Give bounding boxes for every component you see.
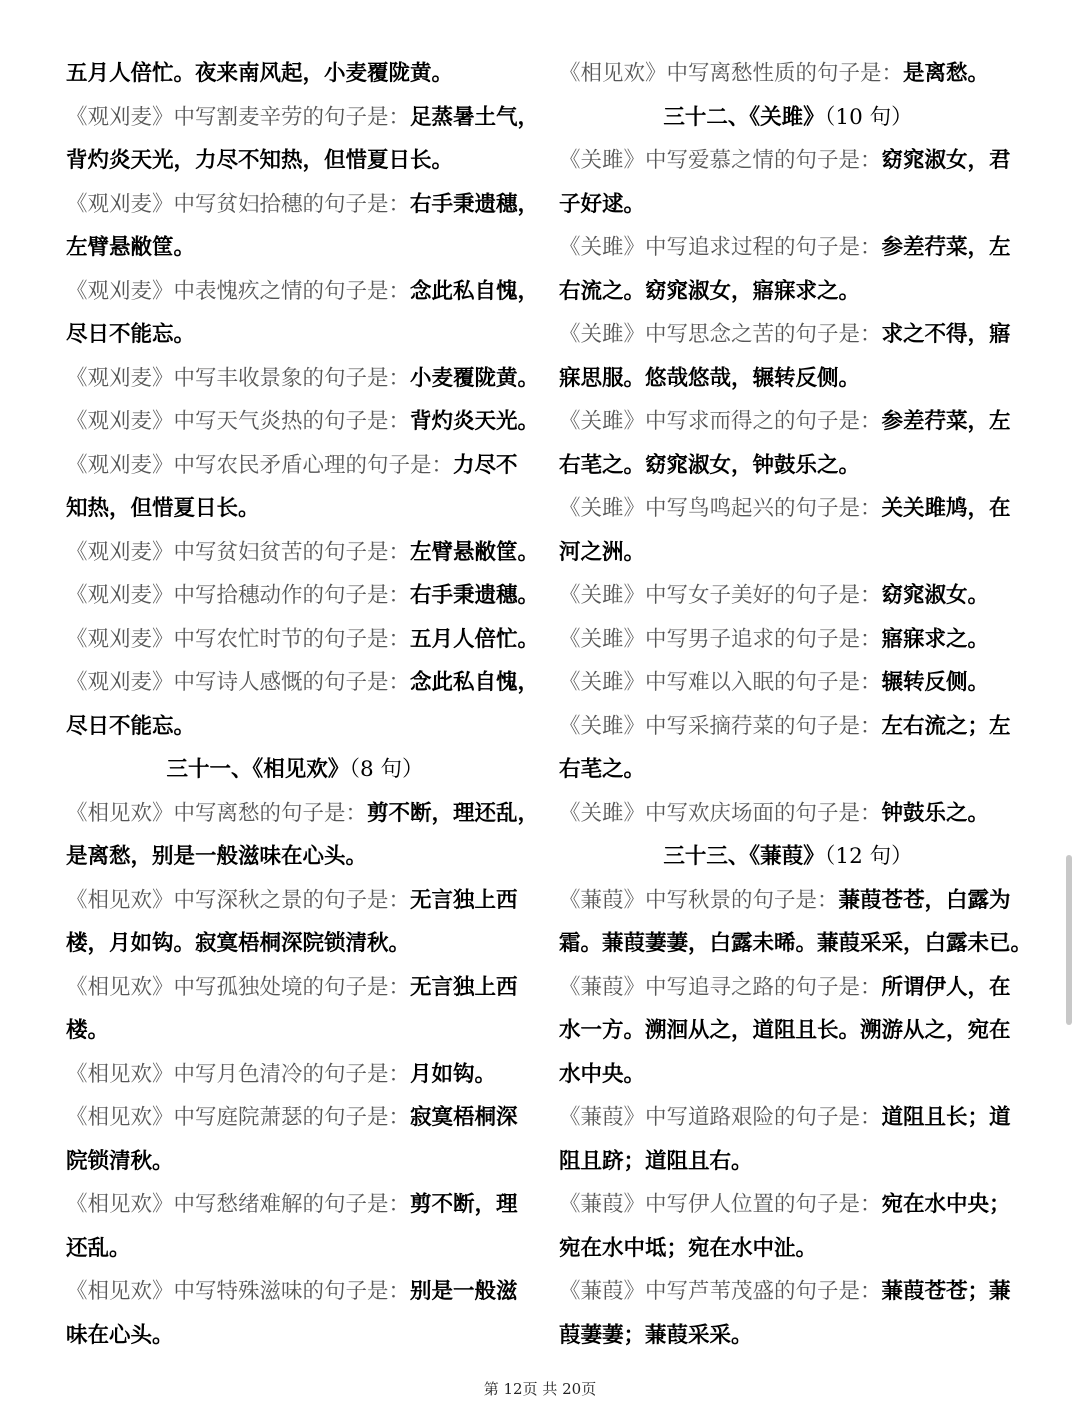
answer-text: 左臂悬敝筐。 (66, 235, 196, 260)
text-line (559, 1140, 1017, 1184)
answer-text: 参差荇菜，左 (881, 409, 1011, 434)
answer-text: 水一方。溯洄从之，道阻且长。溯游从之，宛在 (559, 1018, 1011, 1043)
answer-text: 阻且跻；道阻且右。 (559, 1148, 753, 1174)
text-line (66, 1053, 524, 1097)
answer-text: 水中央。 (559, 1061, 646, 1087)
text-line (66, 1009, 524, 1053)
text-line (559, 270, 1017, 314)
text-line (66, 1314, 524, 1358)
answer-text: 窈窕淑女，君 (881, 148, 1011, 173)
answer-text: 院锁清秋。 (66, 1148, 174, 1174)
answer-text: 子好逑。 (559, 191, 646, 217)
section-heading-title: 三十三、《蒹葭》 (663, 844, 825, 869)
text-line (66, 1096, 524, 1140)
text-line (66, 1140, 524, 1184)
answer-text: 月如钩。 (410, 1061, 497, 1087)
text-line (66, 1227, 524, 1271)
answer-text: 尽日不能忘。 (66, 322, 196, 347)
text-line (66, 879, 524, 923)
question-text: 《相见欢》中写离愁的句子是： (66, 800, 368, 826)
text-line (559, 487, 1017, 531)
question-text: 《相见欢》中写深秋之景的句子是： (66, 887, 411, 913)
text-line (559, 1183, 1017, 1227)
answer-text: 宛在水中央； (881, 1192, 1011, 1217)
answer-text: 小麦覆陇黄。 (410, 365, 540, 391)
text-line (559, 1009, 1017, 1053)
question-text: 《相见欢》中写愁绪难解的句子是： (66, 1192, 411, 1217)
answer-text: 背灼炎天光，力尽不知热，但惜夏日长。 (66, 148, 454, 173)
text-line (66, 618, 540, 662)
question-text: 《相见欢》中写特殊滋味的句子是： (66, 1279, 411, 1304)
text-line (66, 444, 524, 488)
question-text: 《关雎》中写难以入眠的句子是： (559, 670, 882, 695)
answer-text: 还乱。 (66, 1235, 131, 1261)
section-heading-count: （12 句） (824, 844, 913, 869)
answer-text: 关关雎鸠，在 (881, 496, 1011, 521)
text-line (559, 879, 1017, 923)
question-text: 《蒹葭》中写道路艰险的句子是： (559, 1105, 882, 1130)
section-heading (559, 96, 1017, 140)
answer-text: 参差荇菜，左 (881, 235, 1011, 260)
text-line (66, 1183, 524, 1227)
text-line (66, 400, 540, 444)
answer-text: 寐思服。悠哉悠哉，辗转反侧。 (559, 365, 861, 391)
text-line (559, 183, 1017, 227)
page-footer: 第 12页 共 20页 (483, 1380, 597, 1398)
text-line (559, 1270, 1017, 1314)
question-text: 《蒹葭》中写伊人位置的句子是： (559, 1192, 882, 1217)
question-text: 《蒹葭》中写追寻之路的句子是： (559, 974, 882, 1000)
text-line (66, 792, 540, 836)
answer-text: 知热，但惜夏日长。 (66, 496, 260, 521)
question-text: 《观刈麦》中写诗人感慨的句子是： (66, 670, 411, 695)
text-line (559, 661, 1017, 705)
text-line (66, 139, 524, 183)
question-text: 《观刈麦》中表愧疚之情的句子是： (66, 278, 411, 304)
answer-text: 右流之。窈窕淑女，寤寐求之。 (559, 278, 861, 304)
section-heading-count: （10 句） (824, 104, 913, 130)
answer-text: 背灼炎天光。 (410, 409, 540, 434)
answer-text: 无言独上西 (410, 887, 518, 913)
text-line (66, 531, 540, 575)
answer-text: 力尽不 (453, 452, 518, 478)
text-line (66, 661, 540, 705)
text-line (559, 1096, 1017, 1140)
answer-text: 楼，月如钩。寂寞梧桐深院锁清秋。 (66, 931, 411, 956)
section-heading-count: （8 句） (349, 757, 424, 782)
answer-text: 五月人倍忙。夜来南风起，小麦覆陇黄。 (66, 61, 454, 86)
text-line (559, 1314, 1017, 1358)
text-line (66, 270, 540, 314)
answer-text: 辗转反侧。 (881, 670, 990, 695)
answer-text: 是离愁，别是一般滋味在心头。 (66, 844, 368, 869)
answer-text: 右手秉遗穗。 (410, 583, 540, 608)
question-text: 《蒹葭》中写秋景的句子是： (559, 887, 839, 913)
answer-text: 楼。 (66, 1018, 110, 1043)
text-line (559, 357, 1017, 401)
answer-text: 右芼之。 (559, 757, 646, 782)
answer-text: 念此私自愧， (410, 670, 540, 695)
answer-text: 所谓伊人，在 (881, 974, 1011, 1000)
text-line (559, 400, 1017, 444)
answer-text: 窈窕淑女。 (881, 583, 990, 608)
text-line (66, 96, 540, 140)
text-line (66, 835, 524, 879)
text-line (559, 574, 1017, 618)
text-line (559, 705, 1017, 749)
question-text: 《观刈麦》中写拾穗动作的句子是： (66, 583, 411, 608)
question-text: 《观刈麦》中写农忙时节的句子是： (66, 626, 411, 652)
question-text: 《关雎》中写追求过程的句子是： (559, 235, 882, 260)
question-text: 《观刈麦》中写贫妇贫苦的句子是： (66, 539, 411, 565)
answer-text: 左右流之；左 (881, 713, 1011, 739)
question-text: 《观刈麦》中写贫妇拾穗的句子是： (66, 191, 411, 217)
question-text: 《相见欢》中写庭院萧瑟的句子是： (66, 1105, 411, 1130)
answer-text: 河之洲。 (559, 539, 646, 565)
answer-text: 剪不断，理 (410, 1192, 518, 1217)
answer-text: 尽日不能忘。 (66, 713, 196, 739)
question-text: 《相见欢》中写孤独处境的句子是： (66, 974, 411, 1000)
scrollbar-thumb[interactable] (1066, 855, 1072, 1025)
text-line (559, 966, 1017, 1010)
text-line (559, 748, 1017, 792)
question-text: 《观刈麦》中写割麦辛劳的句子是： (66, 104, 411, 130)
answer-text: 宛在水中坻；宛在水中沚。 (559, 1235, 818, 1261)
answer-text: 钟鼓乐之。 (881, 800, 990, 826)
question-text: 《相见欢》中写月色清冷的句子是： (66, 1061, 411, 1087)
text-line (559, 618, 1017, 662)
answer-text: 足蒸暑土气， (410, 104, 540, 130)
text-line (559, 792, 1017, 836)
text-line (66, 226, 524, 270)
section-heading-title: 三十一、《相见欢》 (166, 757, 350, 782)
question-text: 《观刈麦》中写天气炎热的句子是： (66, 409, 411, 434)
question-text: 《关雎》中写欢庆场面的句子是： (559, 800, 882, 826)
text-line (66, 183, 540, 227)
answer-text: 别是一般滋 (410, 1279, 518, 1304)
answer-text: 五月人倍忙。 (410, 626, 540, 652)
answer-text: 右手秉遗穗， (410, 191, 540, 217)
section-heading (559, 835, 1017, 879)
text-line (559, 444, 1017, 488)
section-heading (66, 748, 524, 792)
question-text: 《关雎》中写鸟鸣起兴的句子是： (559, 496, 882, 521)
question-text: 《关雎》中写求而得之的句子是： (559, 409, 882, 434)
question-text: 《蒹葭》中写芦苇茂盛的句子是： (559, 1279, 882, 1304)
answer-text: 霜。蒹葭萋萋，白露未晞。蒹葭采采，白露未已。 (559, 931, 1033, 956)
answer-text: 道阻且长；道 (881, 1105, 1011, 1130)
answer-text: 寂寞梧桐深 (410, 1105, 518, 1130)
text-line (559, 922, 1033, 966)
answer-text: 无言独上西 (410, 974, 518, 1000)
question-text: 《关雎》中写女子美好的句子是： (559, 583, 882, 608)
left-column (66, 52, 540, 1357)
answer-text: 寤寐求之。 (881, 626, 990, 652)
answer-text: 剪不断，理还乱， (367, 800, 540, 826)
text-line (66, 313, 524, 357)
text-line (559, 1227, 1017, 1271)
answer-text: 葭萋萋；蒹葭采采。 (559, 1322, 753, 1348)
section-heading-title: 三十二、《关雎》 (663, 104, 825, 130)
answer-text: 右芼之。窈窕淑女，钟鼓乐之。 (559, 452, 861, 478)
text-line (559, 52, 1017, 96)
answer-text: 是离愁。 (903, 61, 990, 86)
text-line (66, 52, 524, 96)
answer-text: 念此私自愧， (410, 278, 540, 304)
text-line (66, 574, 540, 618)
answer-text: 左臂悬敝筐。 (410, 539, 540, 565)
question-text: 《关雎》中写男子追求的句子是： (559, 626, 882, 652)
text-line (559, 531, 1017, 575)
answer-text: 味在心头。 (66, 1322, 174, 1348)
text-line (66, 487, 524, 531)
text-line (66, 705, 524, 749)
text-line (66, 922, 524, 966)
question-text: 《关雎》中写采摘荇菜的句子是： (559, 713, 882, 739)
text-line (66, 1270, 524, 1314)
text-line (66, 357, 540, 401)
text-line (559, 1053, 1017, 1097)
text-line (559, 226, 1017, 270)
right-column (559, 52, 1033, 1357)
text-line (66, 966, 524, 1010)
text-line (559, 139, 1017, 183)
text-line (559, 313, 1017, 357)
answer-text: 蒹葭苍苍；蒹 (881, 1279, 1011, 1304)
question-text: 《关雎》中写爱慕之情的句子是： (559, 148, 882, 173)
answer-text: 求之不得，寤 (881, 322, 1011, 347)
question-text: 《相见欢》中写离愁性质的句子是： (559, 61, 904, 86)
question-text: 《观刈麦》中写农民矛盾心理的句子是： (66, 452, 454, 478)
question-text: 《观刈麦》中写丰收景象的句子是： (66, 365, 411, 391)
question-text: 《关雎》中写思念之苦的句子是： (559, 322, 882, 347)
answer-text: 蒹葭苍苍，白露为 (838, 887, 1011, 913)
